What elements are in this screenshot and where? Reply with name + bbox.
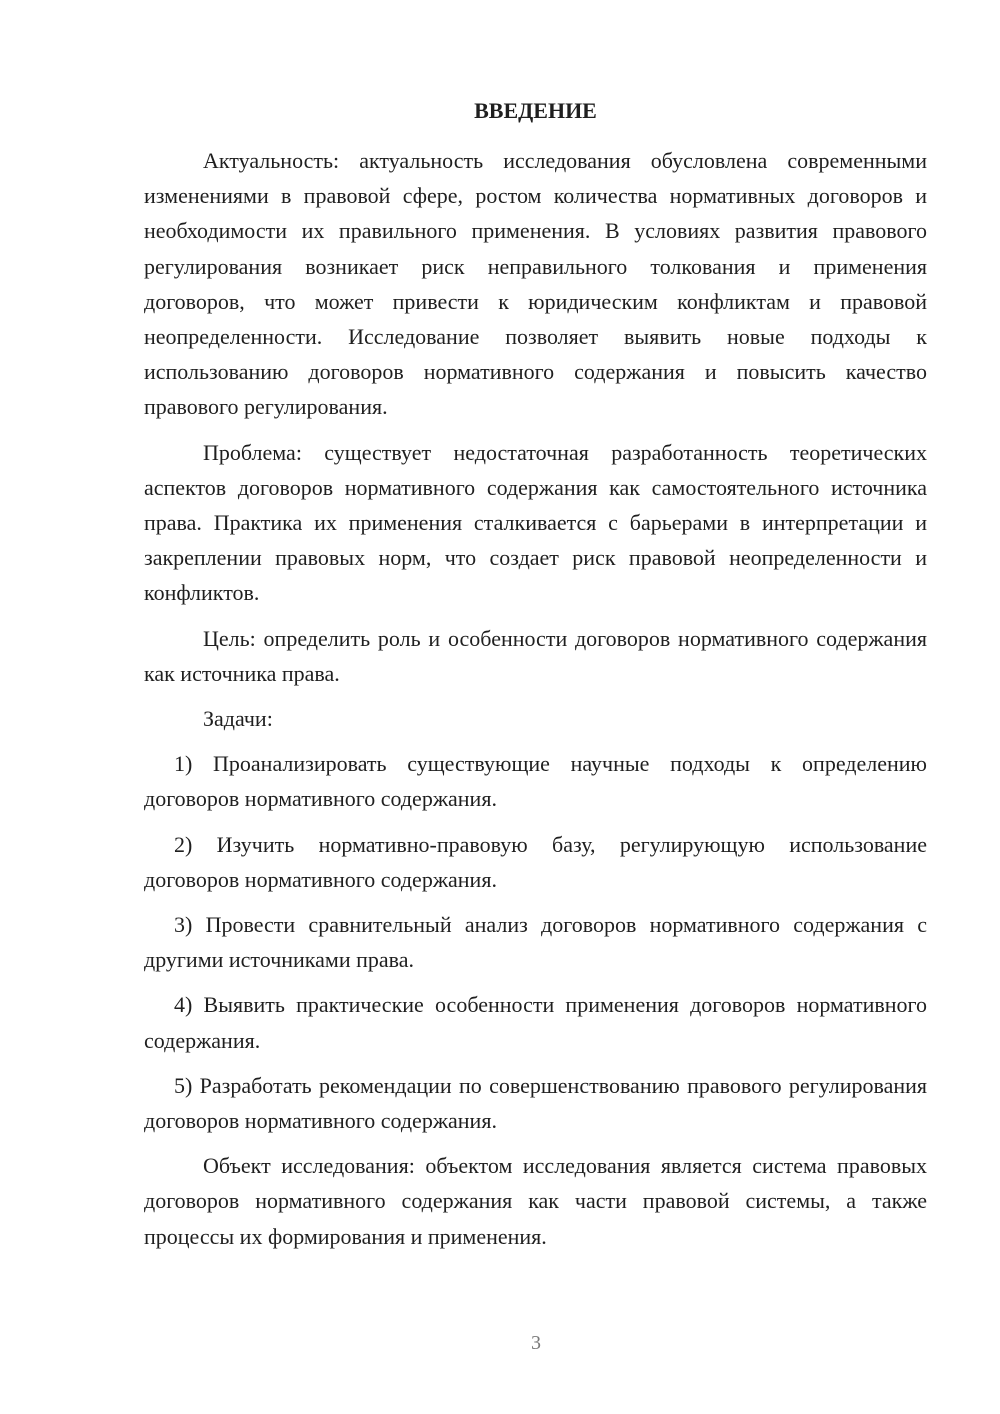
document-body xyxy=(144,143,927,1264)
page-number: 3 xyxy=(531,1332,541,1354)
tasks-label: Задачи: xyxy=(203,706,273,732)
task-item: 3) Провести сравнительный анализ договоров нормативного содержания с другими источниками права. xyxy=(144,912,927,973)
task-item: 2) Изучить нормативно-правовую базу, регулирующую использование договоров нормативного содержания. xyxy=(144,831,927,892)
problem-paragraph: Проблема: существует недостаточная разработанность теоретических аспектов договоров нормативного содержания как самостоятельного источника права. Практика их применения сталкивается с барьерами в интерпретации и закреплении правовых норм, что создает риск правовой неопределенности и конфликтов. xyxy=(144,439,927,606)
object-paragraph: Объект исследования: объектом исследования является система правовых договоров нормативного содержания как части правовой системы, а также процессы их формирования и применения. xyxy=(144,1153,927,1249)
goal-paragraph: Цель: определить роль и особенности договоров нормативного содержания как источника права. xyxy=(144,625,927,686)
relevance-paragraph: Актуальность: актуальность исследования обусловлена современными изменениями в правовой сфере, ростом количества нормативных договоров и необходимости их правильного применения. В условиях развития правового регулирования возникает риск неправильного толкования и применения договоров, что может привести к юридическим конфликтам и правовой неопределенности. Исследование позволяет выявить новые подходы к использованию договоров нормативного содержания и повысить качество правового регулирования. xyxy=(144,148,927,420)
task-item: 5) Разработать рекомендации по совершенствованию правового регулирования договоров нормативного содержания. xyxy=(144,1072,927,1134)
task-item: 4) Выявить практические особенности применения договоров нормативного содержания. xyxy=(144,992,927,1053)
page-title: ВВЕДЕНИЕ xyxy=(474,98,597,123)
task-item: 1) Проанализировать существующие научные подходы к определению договоров нормативного содержания. xyxy=(144,751,927,812)
